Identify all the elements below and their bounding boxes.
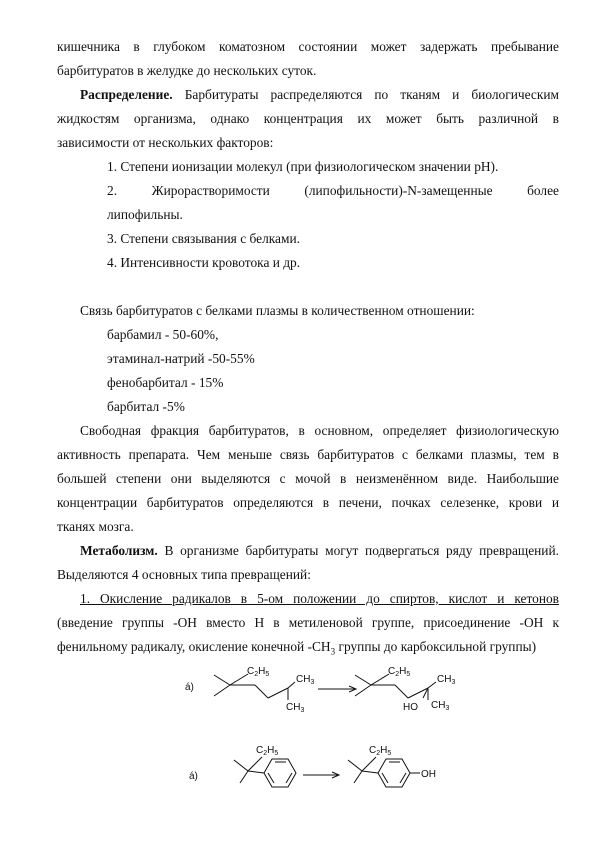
subscript: 3 — [330, 646, 336, 657]
ethyl-group: $C_2H_5$ — [247, 666, 270, 678]
factor-item: 4. Интенсивности кровотока и др. — [107, 255, 301, 270]
section-heading-metabolism: Метаболизм. — [80, 543, 158, 558]
hydroxyl-group: HO — [403, 702, 418, 713]
ethyl-group: $C_2H_5$ — [369, 745, 392, 757]
text-line: Связь барбитуратов с белками плазмы в количественном отношении: — [80, 303, 475, 318]
text-line: активность препарата. Чем меньше связь барбитуратов с белками плазмы, тем в — [57, 447, 559, 462]
factor-item: 1. Степени ионизации молекул (при физиологическом значении pH). — [107, 159, 499, 174]
factor-item: липофильны. — [107, 207, 183, 222]
binding-item: барбамил - 50-60%, — [107, 327, 219, 342]
text-span: В организме барбитураты могут подвергаться ряду превращений. — [157, 543, 559, 558]
text-line: жидкостям организма, однако концентрация их может быть различной в — [57, 111, 559, 126]
section-heading-distribution: Распределение. — [80, 87, 173, 102]
methyl-group: $CH_3$ — [296, 674, 315, 686]
text-line: (введение группы -OH вместо H в метиленовой группе, присоединение -OH к — [57, 615, 559, 630]
scheme-label: á) — [185, 682, 194, 693]
factor-item: 3. Степени связывания с белками. — [107, 231, 300, 246]
scheme-label: á) — [189, 771, 198, 782]
text-line: кишечника в глубоком коматозном состоянии может задержать пребывание — [57, 39, 559, 54]
text-line: концентрации барбитуратов определяются в печени, почках селезенке, крови и — [57, 495, 559, 510]
text-line — [80, 542, 559, 560]
text-line-underlined: 1. Окисление радикалов в 5-ом положении до спиртов, кислот и кетонов — [80, 591, 559, 606]
text-line: Свободная фракция барбитуратов, в основном, определяет физиологическую — [80, 423, 559, 438]
methyl-group: $CH_3$ — [437, 674, 456, 686]
text-line: большей степени они выделяются с мочой в неизменённом виде. Наибольшие — [57, 471, 559, 486]
binding-item: барбитал -5% — [107, 399, 185, 414]
hydroxyl-group: OH — [421, 769, 436, 780]
text-line — [57, 638, 559, 661]
methyl-group: $CH_3$ — [431, 700, 450, 712]
methyl-group: $CH_3$ — [286, 702, 305, 714]
reaction-scheme-2 — [0, 735, 594, 825]
text-line: зависимости от нескольких факторов: — [57, 135, 274, 150]
binding-item: этаминал-натрий -50-55% — [107, 351, 255, 366]
text-span: фенильному радикалу, окисление конечной -CH — [57, 639, 331, 654]
text-line: тканях мозга. — [57, 519, 134, 534]
text-span: Барбитураты распределяются по тканям и биологическим — [172, 87, 559, 102]
ethyl-group: $C_2H_5$ — [256, 745, 279, 757]
text-line: барбитуратов в желудке до нескольких суток. — [57, 63, 317, 78]
factor-item: 2. Жирорастворимости (липофильности)-N-замещенные более — [107, 183, 559, 198]
binding-item: фенобарбитал - 15% — [107, 375, 224, 390]
text-line — [80, 86, 559, 104]
ethyl-group: $C_2H_5$ — [388, 666, 411, 678]
text-line: Выделяются 4 основных типа превращений: — [57, 567, 311, 582]
text-span: группы до карбоксильной группы) — [335, 639, 537, 654]
